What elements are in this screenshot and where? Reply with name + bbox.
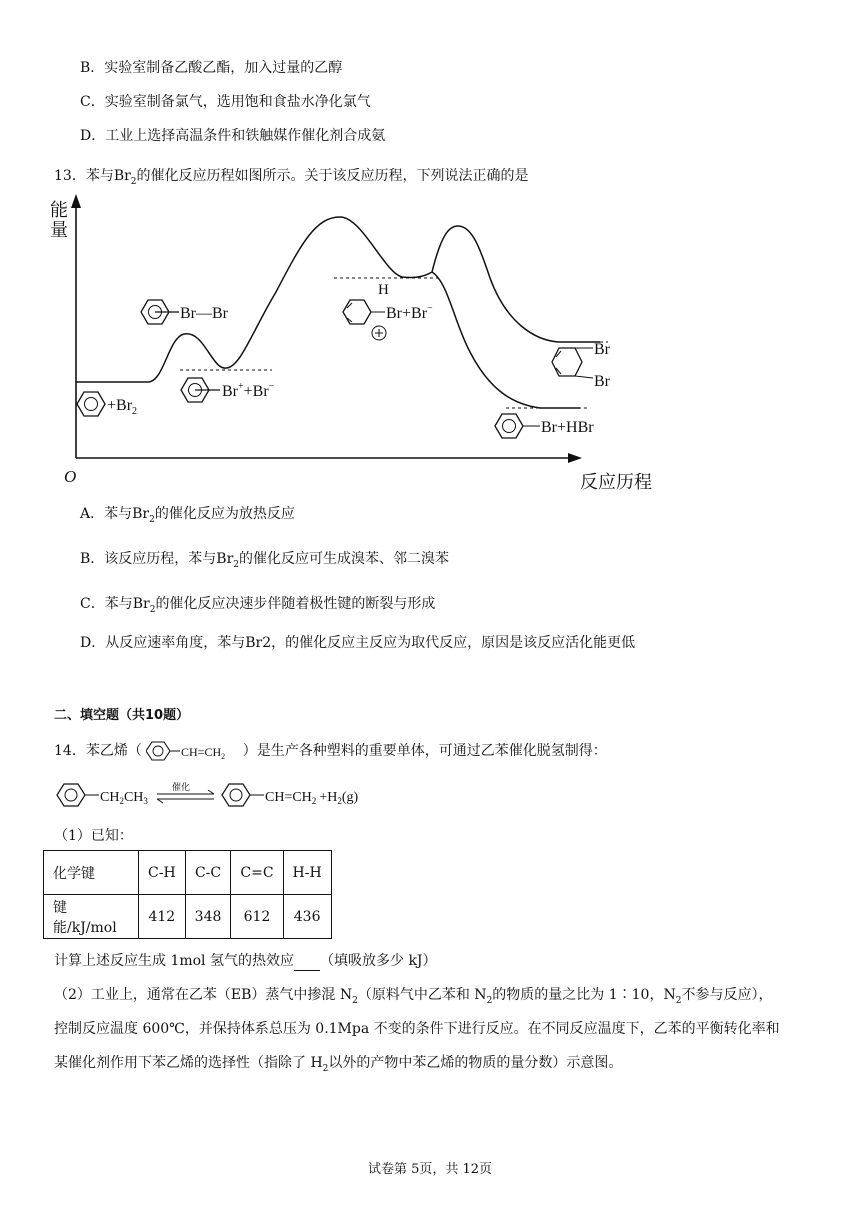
svg-text:CH2CH3: $CH_2CH_3$ — [100, 790, 148, 806]
q13-option-c: C．苯与$Br_2$的催化反应决速步伴随着极性键的断裂与形成 — [80, 596, 436, 615]
svg-text:Br+Br−: Br+Br− — [386, 303, 433, 322]
species-dibromo-addition-product — [552, 341, 611, 390]
x-axis-label: 反应历程 — [580, 472, 652, 492]
axes — [76, 204, 570, 458]
table-cell: H-H — [283, 851, 331, 895]
svg-text:Br: Br — [594, 341, 610, 358]
species-benzene-plus-br2 — [77, 392, 137, 417]
species-sigma-complex — [343, 282, 433, 340]
q14-calc-line: 计算上述反应生成 1mol 氢气的热效应 （填吸放多少 kJ） — [54, 953, 437, 969]
energy-profile-diagram — [40, 192, 680, 492]
q14-stem: 14．苯乙烯（ $CH=CH_2$ ）是生产各种塑料的重要单体，可通过乙苯催化脱氢制得： — [54, 740, 607, 762]
svg-text:+Br2: $+Br_2$ — [107, 397, 138, 417]
q14-part2-line3: 某催化剂作用下苯乙烯的选择性（指除了 $H_2$以外的产物中苯乙烯的物质的量分数）示意图。 — [54, 1055, 623, 1074]
svg-text:Br—Br: Br—Br — [180, 305, 228, 322]
bond-energy-table — [43, 850, 332, 939]
origin-label: O — [64, 467, 77, 486]
table-row — [44, 895, 332, 939]
q13-stem: 13．苯与$Br_2$的催化反应历程如图所示。关于该反应历程，下列说法正确的是 — [54, 168, 529, 187]
q12-option-d: D．工业上选择高温条件和铁触媒作催化剂合成氨 — [80, 128, 386, 144]
table-cell: 化学键 — [44, 851, 139, 895]
table-cell: 412 — [139, 895, 186, 939]
table-cell: 348 — [185, 895, 231, 939]
table-cell: 键能/kJ/mol — [44, 895, 139, 939]
svg-text:Br++Br−: Br++Br− — [222, 381, 275, 400]
y-axis-label-1: 能 — [50, 200, 68, 220]
dehydrogenation-equation — [54, 778, 374, 814]
q12-option-b: B．实验室制备乙酸乙酯，加入过量的乙醇 — [80, 60, 343, 76]
page-footer: 试卷第 5页，共 12页 — [367, 1162, 493, 1177]
table-header-row — [44, 851, 332, 895]
q12-option-c: C．实验室制备氯气，选用饱和食盐水净化氯气 — [80, 94, 371, 110]
q14-part2-line1: （2）工业上，通常在乙苯（EB）蒸气中掺混 $N_2$（原料气中乙苯和 $N_2$的物质的量之比为 1∶10，$N_2$不参与反应）， — [54, 987, 773, 1006]
svg-text:Br: Br — [594, 373, 610, 390]
y-axis-arrow — [71, 194, 81, 208]
q13-option-d: D．从反应速率角度，苯与Br2，的催化反应主反应为取代反应，原因是该反应活化能更低 — [80, 635, 636, 651]
catalyst-label: 催化 — [172, 782, 191, 792]
section-heading: 二、填空题（共10题） — [54, 708, 190, 723]
table-cell: C=C — [231, 851, 283, 895]
answer-blank[interactable] — [294, 956, 320, 971]
styrene-structure — [222, 784, 358, 806]
species-bromonium-complex — [181, 378, 275, 402]
svg-text:CH=CH2+H2(g): $CH=CH_2 +H_2(g)$ — [265, 790, 359, 806]
svg-text:CH=CH2: $CH=CH_2$ — [181, 745, 226, 761]
svg-text:Br+HBr: Br+HBr — [541, 419, 594, 436]
table-cell: 436 — [283, 895, 331, 939]
q13-option-b: B．该反应历程，苯与$Br_2$的催化反应可生成溴苯、邻二溴苯 — [80, 551, 450, 570]
q14-part1-label: （1）已知： — [54, 828, 133, 844]
q14-part2-line2: 控制反应温度 600℃，并保持体系总压为 0.1Mpa 不变的条件下进行反应。在不同反应温度下，乙苯的平衡转化率和 — [54, 1021, 780, 1037]
table-cell: C-H — [139, 851, 186, 895]
table-cell: 612 — [231, 895, 283, 939]
table-cell: C-C — [185, 851, 231, 895]
svg-text:H: H — [378, 282, 389, 298]
y-axis-label-2: 量 — [50, 220, 68, 240]
species-bromobenzene-hbr — [495, 414, 594, 438]
styrene-structure-inline — [146, 740, 238, 762]
ethylbenzene-structure — [57, 784, 148, 806]
x-axis-arrow — [568, 453, 582, 463]
energy-curve-substitution — [432, 272, 580, 408]
q13-option-a: A．苯与$Br_2$的催化反应为放热反应 — [80, 506, 295, 525]
species-benzene-br2-complex — [141, 300, 229, 324]
